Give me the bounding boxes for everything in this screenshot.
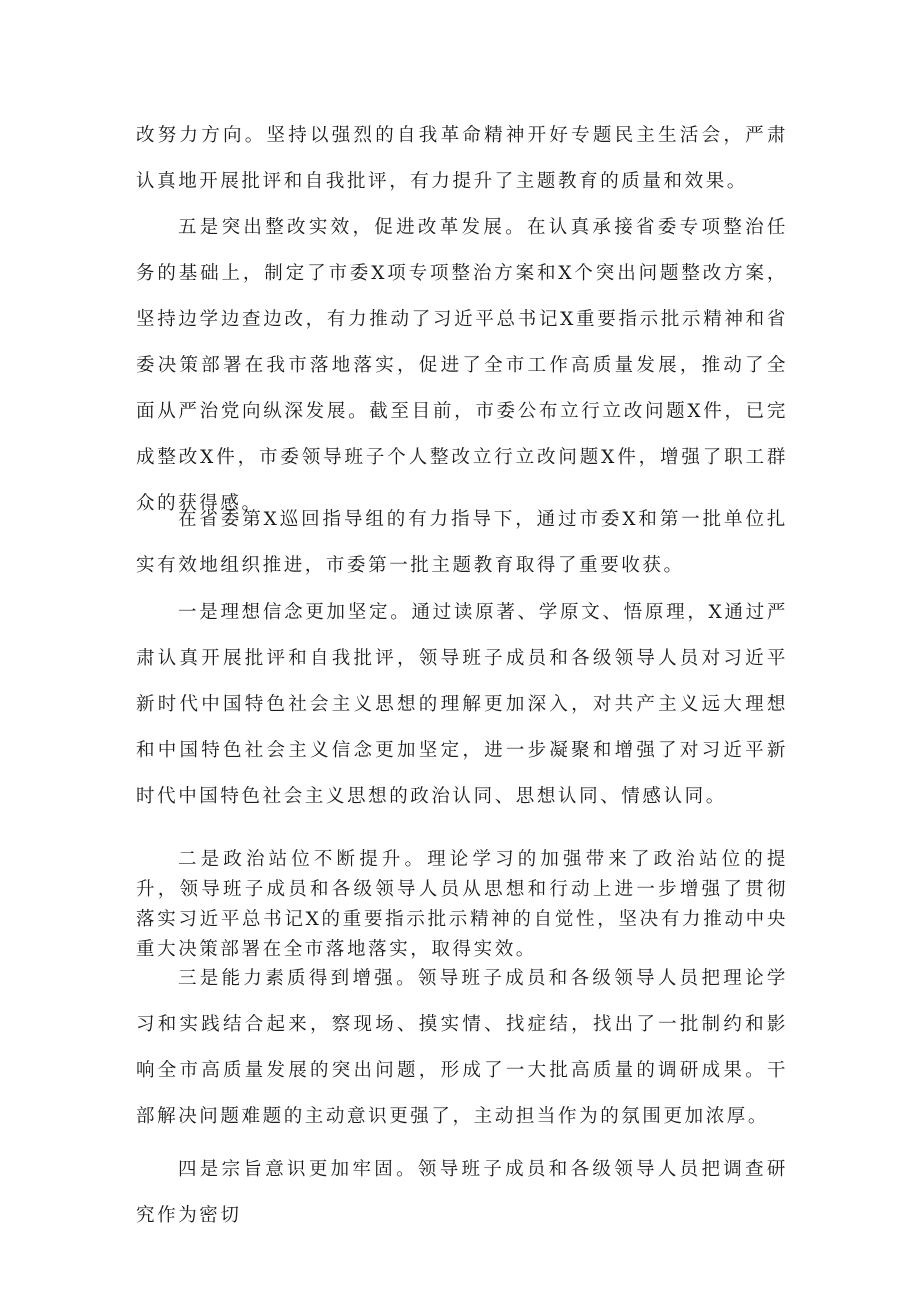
paragraph-three: 三是能力素质得到增强。领导班子成员和各级领导人员把理论学习和实践结合起来，察现场、摸实情、找症结，找出了一批制约和影响全市高质量发展的突出问题，形成了一大批高质量的调研成果。干部解决问题难题的主动意识更强了，主动担当作为的氛围更加浓厚。 (136, 968, 788, 1127)
paragraph-summary: 在省委第X巡回指导组的有力指导下，通过市委X和第一批单位扎实有效地组织推进，市委第一批主题教育取得了重要收获。 (136, 509, 788, 576)
paragraph-continued: 改努力方向。坚持以强烈的自我革命精神开好专题民主生活会，严肃认真地开展批评和自我批评，有力提升了主题教育的质量和效果。 (136, 125, 788, 192)
paragraph-five: 五是突出整改实效，促进改革发展。在认真承接省委专项整治任务的基础上，制定了市委X项专项整治方案和X个突出问题整改方案，坚持边学边查边改，有力推动了习近平总书记X重要指示批示精神和省委决策部署在我市落地落实，促进了全市工作高质量发展，推动了全面从严治党向纵深发展。截至目前，市委公布立行立改问题X件，已完成整改X件，市委领导班子个人整改立行立改问题X件，增强了职工群众的获得感。 (136, 217, 788, 514)
paragraph-two: 二是政治站位不断提升。理论学习的加强带来了政治站位的提升，领导班子成员和各级领导人员从思想和行动上进一步增强了贯彻落实习近平总书记X的重要指示批示精神的自觉性，坚决有力推动中央重大决策部署在全市落地落实，取得实效。 (136, 849, 788, 960)
paragraph-four: 四是宗旨意识更加牢固。领导班子成员和各级领导人员把调查研究作为密切 (136, 1159, 788, 1226)
paragraph-one: 一是理想信念更加坚定。通过读原著、学原文、悟原理，X通过严肃认真开展批评和自我批评，领导班子成员和各级领导人员对习近平新时代中国特色社会主义思想的理解更加深入，对共产主义远大理想和中国特色社会主义信念更加坚定，进一步凝聚和增强了对习近平新时代中国特色社会主义思想的政治认同、思想认同、情感认同。 (136, 602, 788, 807)
